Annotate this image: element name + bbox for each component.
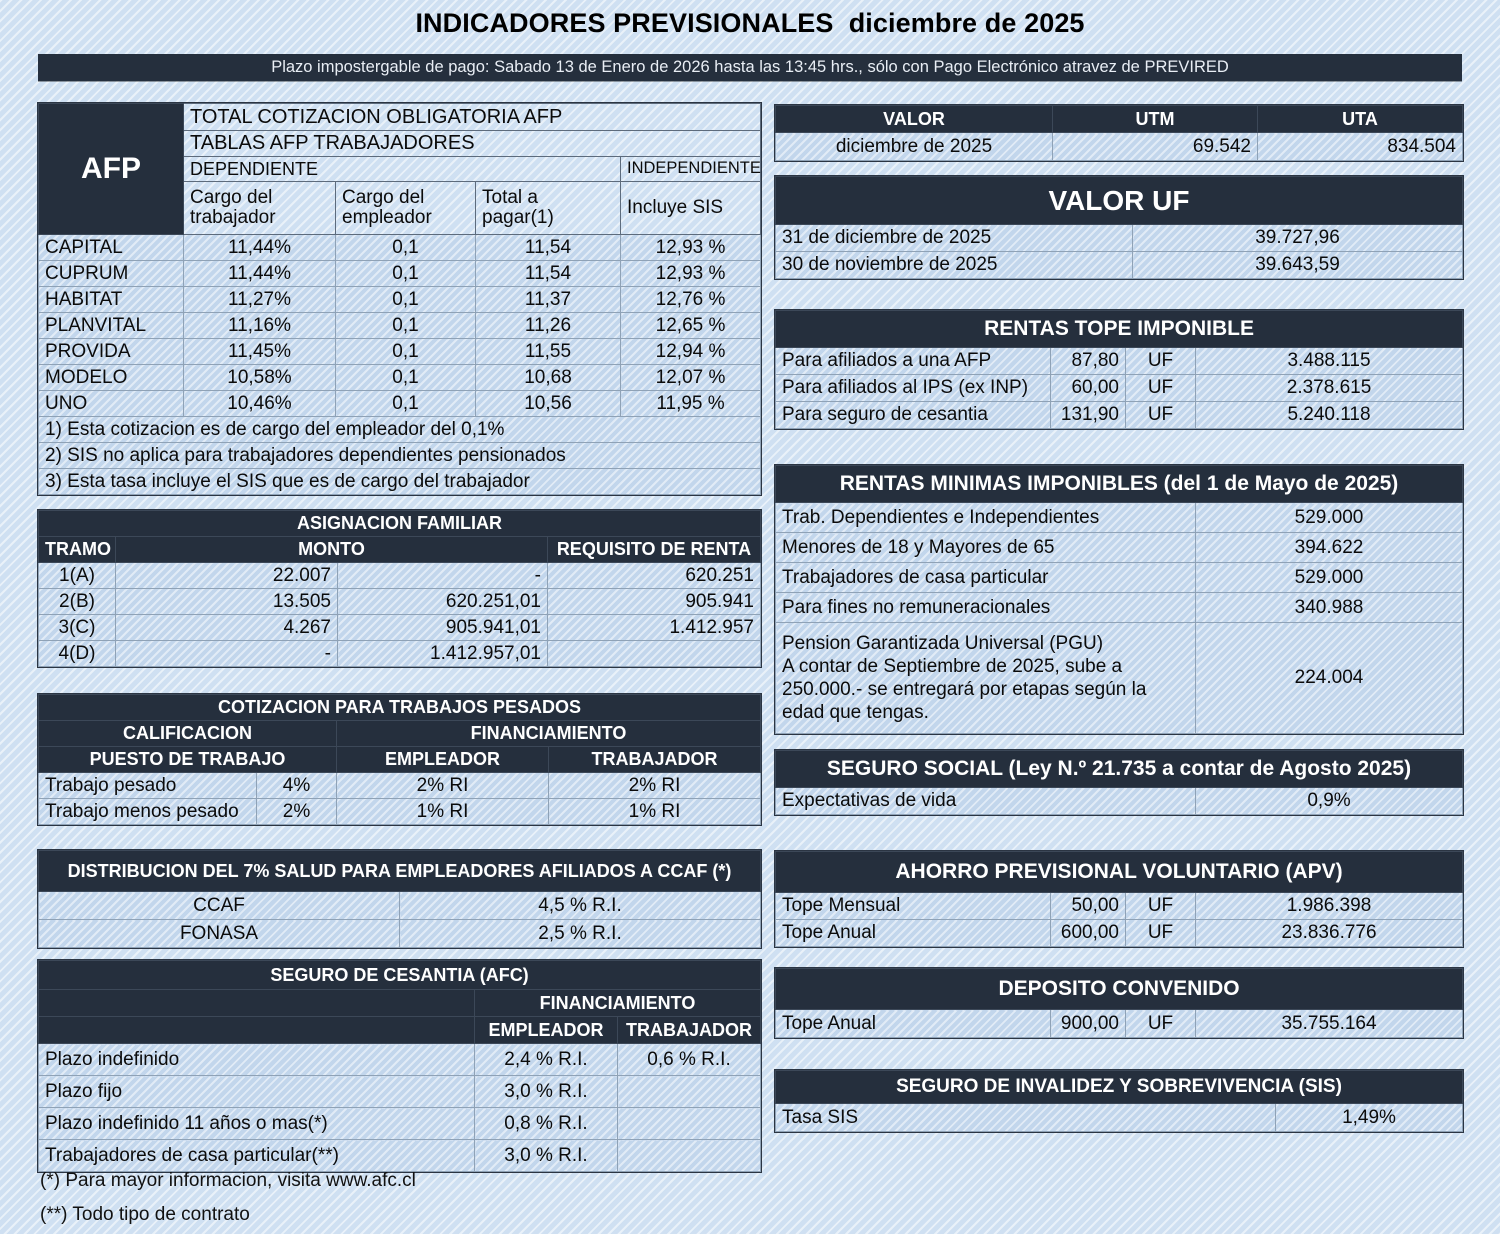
afp-incluye-sis: 12,93 % <box>621 235 761 261</box>
rentas-minimas-pgu-concepto <box>776 623 1196 734</box>
deposito-pesos: 35.755.164 <box>1196 1010 1463 1038</box>
valor-uf-valor: 39.727,96 <box>1133 225 1463 252</box>
sis-concepto: Tasa SIS <box>776 1104 1276 1132</box>
apv-uf: 50,00 <box>1051 893 1126 920</box>
table-row <box>776 1104 1463 1132</box>
afp-col-total-pagar-l2: pagar(1) <box>482 207 554 228</box>
table-row <box>776 348 1463 375</box>
table-row <box>39 1108 761 1140</box>
trabajos-pesados-empleador: 1% RI <box>337 799 549 825</box>
afp-incluye-sis: 11,95 % <box>621 391 761 417</box>
afp-cargo-trabajador: 10,58% <box>184 365 336 391</box>
rentas-minimas-valor: 340.988 <box>1196 593 1463 623</box>
afp-total-pagar: 10,68 <box>476 365 621 391</box>
trabajos-pesados-group-financiamiento: FINANCIAMIENTO <box>337 721 761 747</box>
table-row <box>39 313 761 339</box>
valor-utm: 69.542 <box>1053 133 1258 161</box>
afc-footnote-2: (**) Todo tipo de contrato <box>40 1204 250 1225</box>
trabajos-pesados-trabajador: 2% RI <box>549 773 761 799</box>
rentas-minimas-concepto: Trabajadores de casa particular <box>776 563 1196 593</box>
seguro-cesantia-trabajador: 0,6 % R.I. <box>618 1044 761 1076</box>
afp-col-total-pagar-l1: Total a <box>482 187 538 209</box>
table-row <box>39 1044 761 1076</box>
table-row <box>39 339 761 365</box>
afp-cargo-empleador: 0,1 <box>336 365 476 391</box>
rentas-minimas-valor: 529.000 <box>1196 503 1463 533</box>
seguro-cesantia-table <box>38 960 761 1172</box>
deposito-concepto: Tope Anual <box>776 1010 1051 1038</box>
table-row <box>39 615 761 641</box>
deposito-uf: 900,00 <box>1051 1010 1126 1038</box>
apv-concepto: Tope Anual <box>776 920 1051 947</box>
afp-col-total-pagar <box>476 182 621 235</box>
table-row <box>776 788 1463 815</box>
asignacion-familiar-table <box>38 510 761 667</box>
table-row <box>39 1140 761 1172</box>
asignacion-col-tramo: TRAMO <box>39 537 116 563</box>
page-title-main: INDICADORES PREVISIONALES <box>415 8 834 38</box>
seguro-cesantia-empleador: 2,4 % R.I. <box>475 1044 618 1076</box>
apv-concepto: Tope Mensual <box>776 893 1051 920</box>
afp-total-pagar: 11,54 <box>476 235 621 261</box>
table-row <box>39 261 761 287</box>
table-row <box>776 252 1463 279</box>
rentas-minimas-concepto: Menores de 18 y Mayores de 65 <box>776 533 1196 563</box>
afp-total-pagar: 10,56 <box>476 391 621 417</box>
afp-col-cargo-trabajador-l2: trabajador <box>190 207 276 228</box>
trabajos-pesados-trabajador: 1% RI <box>549 799 761 825</box>
page-title <box>0 8 1500 39</box>
afp-cargo-trabajador: 11,45% <box>184 339 336 365</box>
valor-uf-title: VALOR UF <box>776 177 1463 225</box>
afp-total-pagar: 11,37 <box>476 287 621 313</box>
seguro-cesantia-trabajador <box>618 1076 761 1108</box>
rentas-tope-unidad: UF <box>1126 348 1196 375</box>
afp-group-dependiente: DEPENDIENTE <box>184 157 621 182</box>
seguro-social-table <box>775 750 1463 815</box>
afp-cargo-trabajador: 11,44% <box>184 235 336 261</box>
table-row <box>39 365 761 391</box>
apv-unidad: UF <box>1126 920 1196 947</box>
seguro-social-valor: 0,9% <box>1196 788 1463 815</box>
table-row <box>39 589 761 615</box>
asignacion-monto: 13.505 <box>116 589 338 615</box>
table-row <box>776 1010 1463 1038</box>
rentas-tope-pesos: 3.488.115 <box>1196 348 1463 375</box>
afp-cargo-empleador: 0,1 <box>336 287 476 313</box>
seguro-cesantia-empleador: 3,0 % R.I. <box>475 1140 618 1172</box>
table-row <box>776 533 1463 563</box>
rentas-tope-title: RENTAS TOPE IMPONIBLE <box>776 311 1463 348</box>
afp-name: PLANVITAL <box>39 313 184 339</box>
rentas-tope-table <box>775 310 1463 429</box>
seguro-cesantia-trabajador <box>618 1108 761 1140</box>
afp-footnote-1: 1) Esta cotizacion es de cargo del empleador del 0,1% <box>39 417 761 443</box>
afc-footnote-1: (*) Para mayor informacion, visita www.afc.cl <box>40 1170 416 1191</box>
afp-footnote-row <box>39 469 761 495</box>
afp-col-cargo-empleador-l2: empleador <box>342 207 432 228</box>
seguro-cesantia-empleador: 3,0 % R.I. <box>475 1076 618 1108</box>
distribucion-salud-table <box>38 850 761 948</box>
distribucion-valor: 2,5 % R.I. <box>400 920 761 948</box>
afp-footnote-row <box>39 417 761 443</box>
rentas-tope-unidad: UF <box>1126 402 1196 429</box>
afp-total-pagar: 11,54 <box>476 261 621 287</box>
sis-title: SEGURO DE INVALIDEZ Y SOBREVIVENCIA (SIS) <box>776 1071 1463 1104</box>
afp-group-independiente: INDEPENDIENTE <box>621 157 761 182</box>
table-row <box>776 563 1463 593</box>
valor-uf-valor: 39.643,59 <box>1133 252 1463 279</box>
afp-col-cargo-trabajador <box>184 182 336 235</box>
asignacion-renta-desde: - <box>338 563 548 589</box>
asignacion-renta-hasta <box>548 641 761 667</box>
table-row <box>39 920 761 948</box>
valor-col-utm: UTM <box>1053 106 1258 133</box>
table-row <box>39 1076 761 1108</box>
seguro-cesantia-col-trabajador: TRABAJADOR <box>618 1017 761 1044</box>
pgu-line-3: 250.000.- se entregará por etapas según la <box>782 679 1147 700</box>
afp-cargo-empleador: 0,1 <box>336 313 476 339</box>
seguro-cesantia-blank2 <box>39 1017 475 1044</box>
table-row <box>776 225 1463 252</box>
rentas-minimas-concepto: Para fines no remuneracionales <box>776 593 1196 623</box>
afp-table <box>38 103 761 495</box>
rentas-tope-concepto: Para afiliados a una AFP <box>776 348 1051 375</box>
afp-name: CUPRUM <box>39 261 184 287</box>
valor-uta: 834.504 <box>1258 133 1463 161</box>
afp-title: TOTAL COTIZACION OBLIGATORIA AFP <box>184 104 761 131</box>
apv-title: AHORRO PREVISIONAL VOLUNTARIO (APV) <box>776 852 1463 893</box>
rentas-tope-uf: 131,90 <box>1051 402 1126 429</box>
trabajos-pesados-table <box>38 694 761 825</box>
afp-cargo-trabajador: 11,16% <box>184 313 336 339</box>
seguro-cesantia-tipo: Plazo indefinido 11 años o mas(*) <box>39 1108 475 1140</box>
seguro-cesantia-tipo: Trabajadores de casa particular(**) <box>39 1140 475 1172</box>
afp-cargo-trabajador: 11,44% <box>184 261 336 287</box>
afp-col-cargo-empleador <box>336 182 476 235</box>
asignacion-renta-hasta: 905.941 <box>548 589 761 615</box>
rentas-minimas-valor: 394.622 <box>1196 533 1463 563</box>
rentas-tope-concepto: Para afiliados al IPS (ex INP) <box>776 375 1051 402</box>
rentas-minimas-pgu-valor: 224.004 <box>1196 623 1463 734</box>
valor-uf-table <box>775 176 1463 279</box>
rentas-tope-unidad: UF <box>1126 375 1196 402</box>
table-row <box>39 391 761 417</box>
rentas-tope-uf: 87,80 <box>1051 348 1126 375</box>
valor-uf-fecha: 31 de diciembre de 2025 <box>776 225 1133 252</box>
asignacion-renta-desde: 1.412.957,01 <box>338 641 548 667</box>
afp-footnote-2: 2) SIS no aplica para trabajadores dependientes pensionados <box>39 443 761 469</box>
table-row-pgu <box>776 623 1463 734</box>
afp-incluye-sis: 12,65 % <box>621 313 761 339</box>
afp-col-cargo-empleador-l1: Cargo del <box>342 187 425 209</box>
afp-incluye-sis: 12,76 % <box>621 287 761 313</box>
apv-unidad: UF <box>1126 893 1196 920</box>
deposito-convenido-title: DEPOSITO CONVENIDO <box>776 969 1463 1010</box>
sis-table <box>775 1070 1463 1132</box>
rentas-tope-pesos: 2.378.615 <box>1196 375 1463 402</box>
trabajos-pesados-col-puesto: PUESTO DE TRABAJO <box>39 747 337 773</box>
afp-name: PROVIDA <box>39 339 184 365</box>
distribucion-salud-title: DISTRIBUCION DEL 7% SALUD PARA EMPLEADORES AFILIADOS A CCAF (*) <box>39 851 761 892</box>
rentas-tope-concepto: Para seguro de cesantia <box>776 402 1051 429</box>
afp-name: HABITAT <box>39 287 184 313</box>
rentas-minimas-table <box>775 465 1463 734</box>
seguro-cesantia-trabajador <box>618 1140 761 1172</box>
table-row <box>39 892 761 920</box>
page-title-month: diciembre de 2025 <box>848 8 1085 38</box>
table-row <box>776 920 1463 947</box>
afp-subtitle: TABLAS AFP TRABAJADORES <box>184 131 761 157</box>
seguro-cesantia-empleador: 0,8 % R.I. <box>475 1108 618 1140</box>
asignacion-renta-desde: 905.941,01 <box>338 615 548 641</box>
afp-name: UNO <box>39 391 184 417</box>
seguro-cesantia-col-empleador: EMPLEADOR <box>475 1017 618 1044</box>
rentas-minimas-concepto: Trab. Dependientes e Independientes <box>776 503 1196 533</box>
apv-pesos: 1.986.398 <box>1196 893 1463 920</box>
table-row <box>39 287 761 313</box>
afp-col-cargo-trabajador-l1: Cargo del <box>190 187 273 209</box>
asignacion-monto: 22.007 <box>116 563 338 589</box>
table-row <box>776 402 1463 429</box>
seguro-cesantia-blank <box>39 990 475 1017</box>
afp-incluye-sis: 12,93 % <box>621 261 761 287</box>
asignacion-col-monto: MONTO <box>116 537 548 563</box>
afp-col-incluye-sis: Incluye SIS <box>621 182 761 235</box>
seguro-cesantia-tipo: Plazo fijo <box>39 1076 475 1108</box>
afp-footnote-3: 3) Esta tasa incluye el SIS que es de cargo del trabajador <box>39 469 761 495</box>
table-row <box>776 893 1463 920</box>
distribucion-entidad: CCAF <box>39 892 400 920</box>
seguro-cesantia-title: SEGURO DE CESANTIA (AFC) <box>39 961 761 990</box>
table-row <box>776 375 1463 402</box>
asignacion-tramo: 4(D) <box>39 641 116 667</box>
asignacion-familiar-title: ASIGNACION FAMILIAR <box>39 511 761 537</box>
afp-total-pagar: 11,55 <box>476 339 621 365</box>
rentas-tope-uf: 60,00 <box>1051 375 1126 402</box>
asignacion-renta-hasta: 1.412.957 <box>548 615 761 641</box>
pgu-line-2: A contar de Septiembre de 2025, sube a <box>782 655 1123 677</box>
trabajos-pesados-empleador: 2% RI <box>337 773 549 799</box>
table-row <box>39 563 761 589</box>
rentas-tope-pesos: 5.240.118 <box>1196 402 1463 429</box>
afp-cargo-trabajador: 11,27% <box>184 287 336 313</box>
table-row <box>776 503 1463 533</box>
valor-col-valor: VALOR <box>776 106 1053 133</box>
pgu-line-4: edad que tengas. <box>782 702 929 724</box>
pgu-line-1: Pension Garantizada Universal (PGU) <box>782 632 1104 654</box>
asignacion-renta-desde: 620.251,01 <box>338 589 548 615</box>
afp-name: CAPITAL <box>39 235 184 261</box>
seguro-cesantia-tipo: Plazo indefinido <box>39 1044 475 1076</box>
seguro-social-concepto: Expectativas de vida <box>776 788 1196 815</box>
rentas-minimas-title: RENTAS MINIMAS IMPONIBLES (del 1 de Mayo de 2025) <box>776 466 1463 503</box>
apv-table <box>775 851 1463 947</box>
deadline-banner: Plazo impostergable de pago: Sabado 13 de Enero de 2026 hasta las 13:45 hrs., sólo con Pago Electrónico atravez de PREVIRED <box>38 54 1462 81</box>
valor-periodo: diciembre de 2025 <box>776 133 1053 161</box>
afp-incluye-sis: 12,94 % <box>621 339 761 365</box>
trabajos-pesados-title: COTIZACION PARA TRABAJOS PESADOS <box>39 695 761 721</box>
trabajos-pesados-pct: 2% <box>257 799 337 825</box>
apv-uf: 600,00 <box>1051 920 1126 947</box>
asignacion-tramo: 2(B) <box>39 589 116 615</box>
deposito-unidad: UF <box>1126 1010 1196 1038</box>
afp-cargo-empleador: 0,1 <box>336 339 476 365</box>
table-row <box>39 235 761 261</box>
valor-col-uta: UTA <box>1258 106 1463 133</box>
rentas-minimas-valor: 529.000 <box>1196 563 1463 593</box>
asignacion-renta-hasta: 620.251 <box>548 563 761 589</box>
asignacion-tramo: 1(A) <box>39 563 116 589</box>
trabajos-pesados-col-empleador: EMPLEADOR <box>337 747 549 773</box>
table-row <box>39 773 761 799</box>
afp-cargo-empleador: 0,1 <box>336 391 476 417</box>
trabajos-pesados-pct: 4% <box>257 773 337 799</box>
afp-cargo-empleador: 0,1 <box>336 235 476 261</box>
table-row <box>39 641 761 667</box>
seguro-social-title: SEGURO SOCIAL (Ley N.º 21.735 a contar de Agosto 2025) <box>776 751 1463 788</box>
asignacion-monto: - <box>116 641 338 667</box>
table-row <box>776 593 1463 623</box>
afp-name: MODELO <box>39 365 184 391</box>
distribucion-entidad: FONASA <box>39 920 400 948</box>
distribucion-valor: 4,5 % R.I. <box>400 892 761 920</box>
trabajos-pesados-col-trabajador: TRABAJADOR <box>549 747 761 773</box>
trabajos-pesados-group-calificacion: CALIFICACION <box>39 721 337 747</box>
sis-valor: 1,49% <box>1276 1104 1463 1132</box>
valor-utm-uta-table <box>775 105 1463 161</box>
asignacion-col-requisito-renta: REQUISITO DE RENTA <box>548 537 761 563</box>
apv-pesos: 23.836.776 <box>1196 920 1463 947</box>
afp-incluye-sis: 12,07 % <box>621 365 761 391</box>
trabajos-pesados-puesto: Trabajo menos pesado <box>39 799 257 825</box>
table-row <box>776 133 1463 161</box>
seguro-cesantia-group-financiamiento: FINANCIAMIENTO <box>475 990 761 1017</box>
asignacion-tramo: 3(C) <box>39 615 116 641</box>
trabajos-pesados-puesto: Trabajo pesado <box>39 773 257 799</box>
deposito-convenido-table <box>775 968 1463 1038</box>
asignacion-monto: 4.267 <box>116 615 338 641</box>
table-row <box>39 799 761 825</box>
valor-uf-fecha: 30 de noviembre de 2025 <box>776 252 1133 279</box>
afp-cargo-trabajador: 10,46% <box>184 391 336 417</box>
afp-cargo-empleador: 0,1 <box>336 261 476 287</box>
afp-footnote-row <box>39 443 761 469</box>
afp-total-pagar: 11,26 <box>476 313 621 339</box>
afp-corner-label: AFP <box>39 104 184 235</box>
